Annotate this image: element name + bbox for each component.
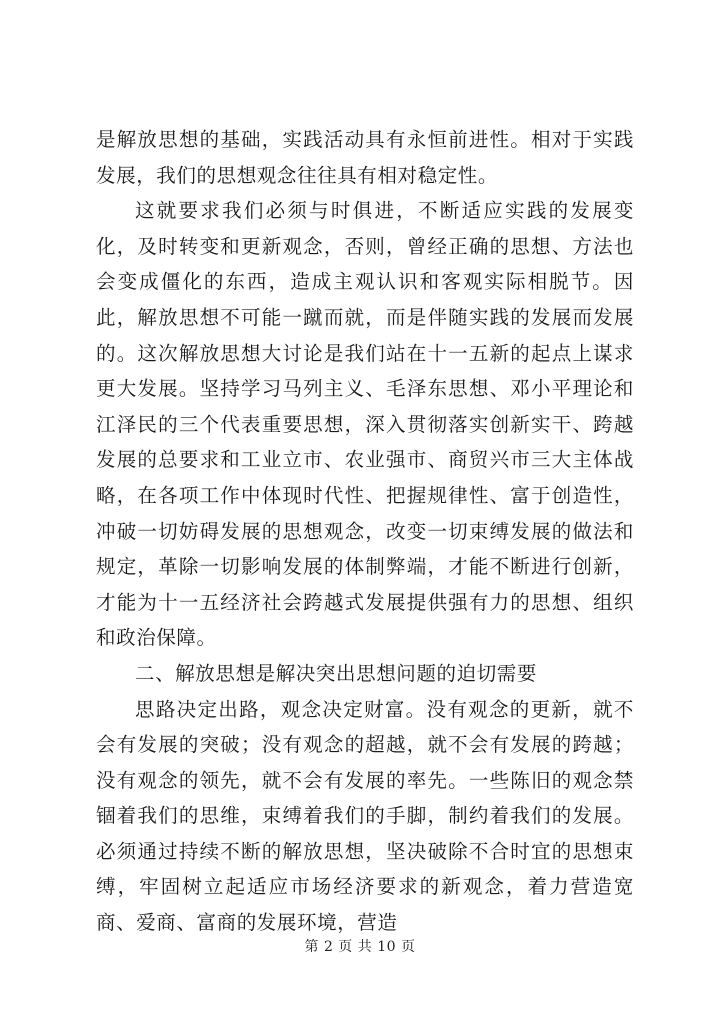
page-number-footer: 第 2 页 共 10 页 (304, 939, 416, 955)
paragraph-thinking-decides: 思路决定出路，观念决定财富。没有观念的更新，就不会有发展的突破；没有观念的超越，就不会有发展的跨越；没有观念的领先，就不会有发展的率先。一些陈旧的观念禁锢着我们的思维，束缚着我们的手脚，制约着我们的发展。必须通过持续不断的解放思想，坚决破除不合时宜的思想束缚，牢固树立起适应市场经济要求的新观念，着力营造宽商、爱商、富商的发展环境，营造 (96, 697, 634, 935)
body-text (96, 122, 634, 941)
paragraph-continuation: 是解放思想的基础，实践活动具有永恒前进性。相对于实践发展，我们的思想观念往往具有相对稳定性。 (96, 128, 634, 187)
paragraph-keep-pace: 这就要求我们必须与时俱进，不断适应实践的发展变化，及时转变和更新观念，否则，曾经正确的思想、方法也会变成僵化的东西，造成主观认识和客观实际相脱节。因此，解放思想不可能一蹴而就，而是伴随实践的发展而发展的。这次解放思想大讨论是我们站在十一五新的起点上谋求更大发展。坚持学习马列主义、毛泽东思想、邓小平理论和江泽民的三个代表重要思想，深入贯彻落实创新实干、跨越发展的总要求和工业立市、农业强市、商贸兴市三大主体战略，在各项工作中体现时代性、把握规律性、富于创造性，冲破一切妨碍发展的思想观念，改变一切束缚发展的做法和规定，革除一切影响发展的体制弊端，才能不断进行创新，才能为十一五经济社会跨越式发展提供强有力的思想、组织和政治保障。 (96, 199, 634, 650)
section-heading-2: 二、解放思想是解决突出思想问题的迫切需要 (135, 661, 538, 685)
